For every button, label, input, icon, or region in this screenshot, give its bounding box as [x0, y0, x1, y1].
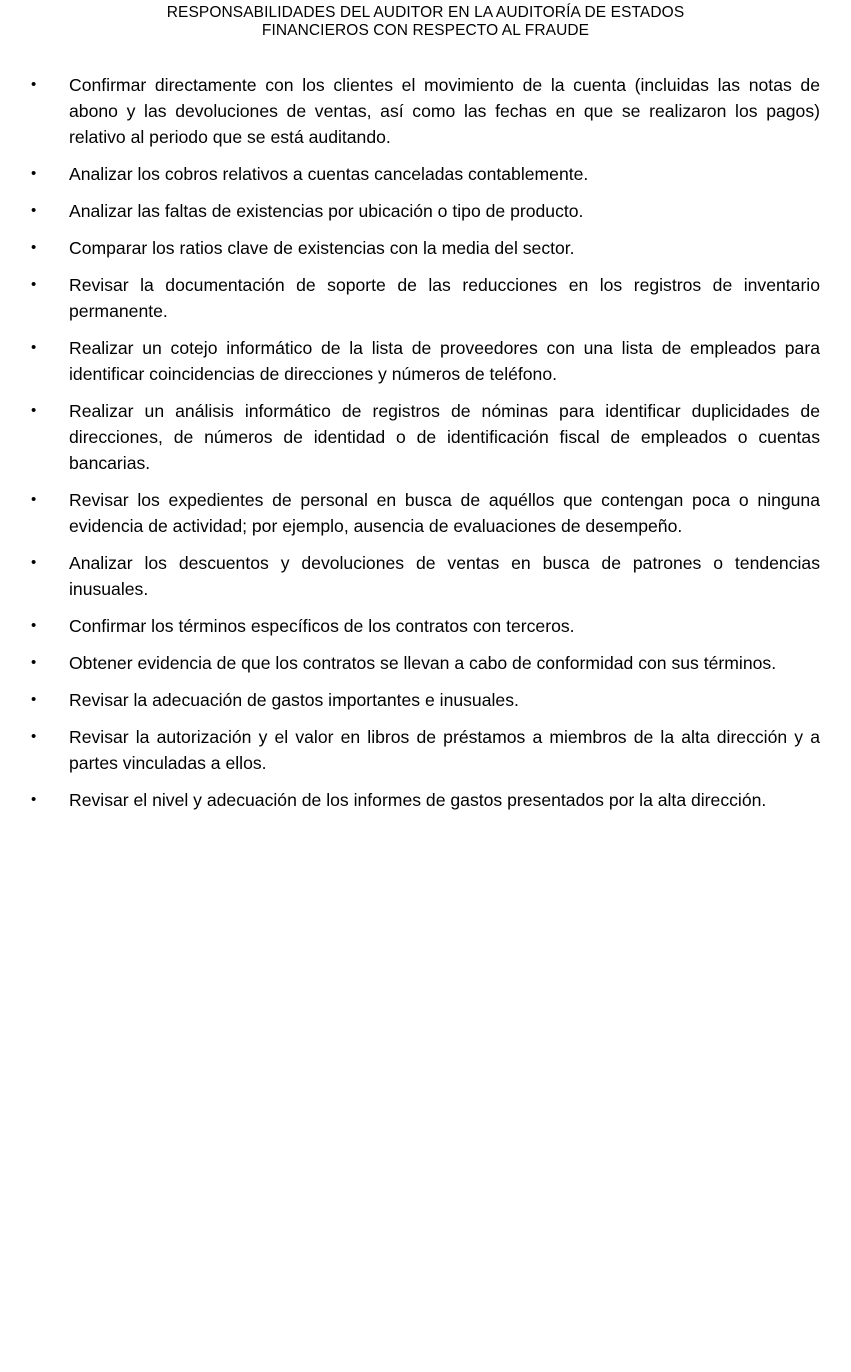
list-item [31, 487, 820, 539]
page-header [0, 4, 851, 40]
list-item [31, 398, 820, 476]
bullet-icon: • [31, 491, 37, 508]
bullet-icon: • [31, 276, 37, 293]
bullet-icon: • [31, 791, 37, 808]
list-item-text: Confirmar los términos específicos de los contratos con terceros. [69, 616, 575, 636]
bullet-icon: • [31, 165, 37, 182]
header-title-line-2: FINANCIEROS CON RESPECTO AL FRAUDE [261, 22, 590, 39]
bullet-icon: • [31, 728, 37, 745]
list-item-text: Comparar los ratios clave de existencias con la media del sector. [69, 238, 575, 258]
list-item [31, 335, 820, 387]
bullet-icon: • [31, 76, 37, 93]
list-item [31, 787, 820, 813]
list-item-text: Obtener evidencia de que los contratos se llevan a cabo de conformidad con sus términos. [69, 653, 777, 673]
list-item [31, 72, 820, 150]
bullet-icon: • [31, 339, 37, 356]
list-item [31, 724, 820, 776]
list-item [31, 550, 820, 602]
bullet-icon: • [31, 239, 37, 256]
list-item [31, 613, 820, 639]
list-item [31, 650, 820, 676]
bullet-icon: • [31, 402, 37, 419]
header-title-line-1: RESPONSABILIDADES DEL AUDITOR EN LA AUDITORÍA DE ESTADOS [166, 4, 685, 21]
list-item-text: Analizar las faltas de existencias por ubicación o tipo de producto. [69, 201, 584, 221]
list-item-text: Revisar los expedientes de personal en busca de aquéllos que contengan poca o ninguna evidencia de actividad; por ejemplo, ausencia de evaluaciones de desempeño. [69, 490, 820, 536]
bullet-icon: • [31, 691, 37, 708]
list-item-text: Revisar la autorización y el valor en libros de préstamos a miembros de la alta dirección y a partes vinculadas a ellos. [69, 727, 820, 773]
list-item-text: Analizar los cobros relativos a cuentas canceladas contablemente. [69, 164, 589, 184]
list-item [31, 198, 820, 224]
bullet-icon: • [31, 202, 37, 219]
bullet-icon: • [31, 654, 37, 671]
list-item [31, 235, 820, 261]
list-item-text: Revisar el nivel y adecuación de los informes de gastos presentados por la alta dirección. [69, 790, 767, 810]
list-item [31, 272, 820, 324]
list-item [31, 161, 820, 187]
list-item-text: Realizar un cotejo informático de la lista de proveedores con una lista de empleados para identificar coincidencias de direcciones y números de teléfono. [69, 338, 820, 384]
list-item-text: Revisar la documentación de soporte de las reducciones en los registros de inventario permanente. [69, 275, 820, 321]
list-item-text: Analizar los descuentos y devoluciones de ventas en busca de patrones o tendencias inusuales. [69, 553, 820, 599]
bullet-icon: • [31, 554, 37, 571]
list-item-text: Revisar la adecuación de gastos importantes e inusuales. [69, 690, 519, 710]
list-item-text: Realizar un análisis informático de registros de nóminas para identificar duplicidades de direcciones, de números de identidad o de identificación fiscal de empleados o cuentas bancarias. [69, 401, 820, 473]
list-item-text: Confirmar directamente con los clientes el movimiento de la cuenta (incluidas las notas de abono y las devoluciones de ventas, así como las fechas en que se realizaron los pagos) relativo al periodo que se está auditando. [69, 75, 820, 147]
bullet-icon: • [31, 617, 37, 634]
bullet-list [31, 72, 820, 824]
list-item [31, 687, 820, 713]
